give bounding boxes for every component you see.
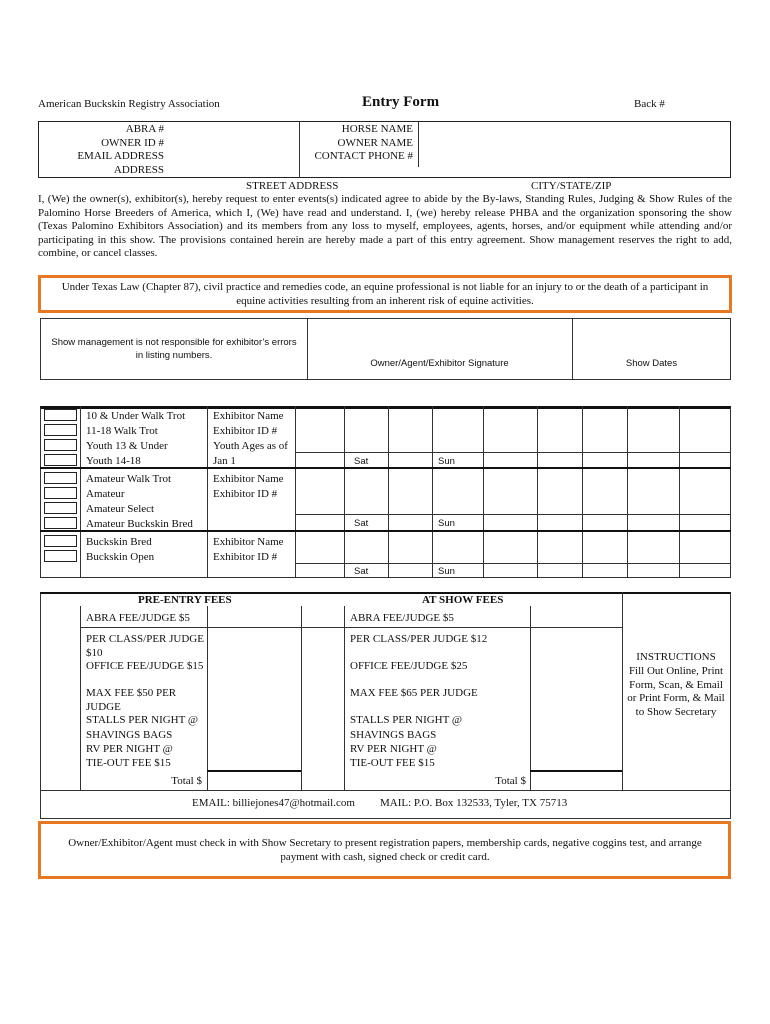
street-address-label: STREET ADDRESS <box>246 180 339 192</box>
class-checkbox[interactable] <box>44 472 77 484</box>
class-label: Buckskin Bred <box>86 536 152 548</box>
back-number-label: Back # <box>634 98 665 110</box>
sun-label: Sun <box>438 456 455 467</box>
sat-label: Sat <box>354 518 369 529</box>
show-fee-abra: ABRA FEE/JUDGE $5 <box>350 612 454 624</box>
email-address-label: EMAIL ADDRESS <box>77 150 164 162</box>
class-label: Youth 14-18 <box>86 455 141 467</box>
show-fee-max: MAX FEE $65 PER JUDGE <box>350 687 478 699</box>
pre-fee-stalls: STALLS PER NIGHT @ <box>86 714 199 726</box>
group1-classes <box>86 409 185 469</box>
show-fee-stalls: STALLS PER NIGHT @ <box>350 714 463 726</box>
group2-classes <box>86 472 193 532</box>
owner-id-label: OWNER ID # <box>101 136 164 149</box>
owner-name-label: OWNER NAME <box>337 136 413 149</box>
class-checkbox[interactable] <box>44 550 77 562</box>
instructions-title: INSTRUCTIONS <box>636 651 716 663</box>
pre-fee-max: MAX FEE $50 PER JUDGE <box>86 687 177 713</box>
show-fee-rv: RV PER NIGHT @ <box>350 743 437 755</box>
group3-classes <box>86 535 154 565</box>
pre-fee-tieout: TIE-OUT FEE $15 <box>86 757 171 769</box>
class-checkbox[interactable] <box>44 487 77 499</box>
texas-law-text: Under Texas Law (Chapter 87), civil practice and remedies code, an equine professional is not liable for an injury to or the death of a participant in equine activities resulting from an inherent risk of equine activities. <box>61 281 709 307</box>
exhibitor-name-label: Exhibitor Name <box>213 473 284 485</box>
class-label: Youth 13 & Under <box>86 440 168 452</box>
contact-email: EMAIL: billiejones47@hotmail.com <box>192 797 355 809</box>
class-label: Amateur <box>86 488 125 500</box>
address-label: ADDRESS <box>113 163 164 176</box>
signature-field[interactable] <box>309 320 570 356</box>
checkin-text: Owner/Exhibitor/Agent must check in with Show Secretary to present registration papers, membership cards, negative coggins test, and arrange payment with cash, signed check or credit card. <box>68 837 702 863</box>
pre-total-label: Total $ <box>171 775 202 787</box>
pre-fee-shavings: SHAVINGS BAGS <box>86 729 173 741</box>
class-label: 10 & Under Walk Trot <box>86 410 186 422</box>
class-checkbox[interactable] <box>44 424 77 436</box>
youth-ages-label: Youth Ages as of <box>213 440 288 452</box>
owner-labels-right <box>302 123 413 164</box>
class-checkbox[interactable] <box>44 439 77 451</box>
show-dates-field[interactable] <box>574 320 729 356</box>
abra-number-label: ABRA # <box>125 123 164 135</box>
show-fee-amounts-field[interactable] <box>532 608 620 788</box>
sun-label: Sun <box>438 518 455 529</box>
pre-fee-amounts-field[interactable] <box>209 608 299 788</box>
exhibitor-id-label: Exhibitor ID # <box>213 551 278 563</box>
pre-fee-abra: ABRA FEE/JUDGE $5 <box>86 612 190 624</box>
pre-fee-office: OFFICE FEE/JUDGE $15 <box>86 660 204 672</box>
group2-info <box>213 472 284 502</box>
sat-label: Sat <box>354 456 369 467</box>
group3-info <box>213 535 284 565</box>
contact-mail: MAIL: P.O. Box 132533, Tyler, TX 75713 <box>380 797 568 809</box>
show-fee-shavings: SHAVINGS BAGS <box>350 729 437 741</box>
pre-entry-fees-title: PRE-ENTRY FEES <box>138 594 232 606</box>
class-checkbox[interactable] <box>44 454 77 466</box>
sun-label: Sun <box>438 566 455 577</box>
show-fee-tieout: TIE-OUT FEE $15 <box>350 757 435 769</box>
class-checkbox[interactable] <box>44 535 77 547</box>
horse-name-label: HORSE NAME <box>341 123 413 135</box>
pre-fee-per-class: PER CLASS/PER JUDGE $10 <box>86 633 204 659</box>
owner-labels-left <box>40 123 164 177</box>
exhibitor-id-label: Exhibitor ID # <box>213 425 278 437</box>
class-checkbox[interactable] <box>44 502 77 514</box>
class-checkbox[interactable] <box>44 517 77 529</box>
class-label: Amateur Walk Trot <box>86 473 172 485</box>
group1-info <box>213 409 288 469</box>
class-label: 11-18 Walk Trot <box>86 425 158 437</box>
class-checkbox[interactable] <box>44 409 77 421</box>
exhibitor-name-label: Exhibitor Name <box>213 536 284 548</box>
sat-label: Sat <box>354 566 369 577</box>
show-fee-per-class: PER CLASS/PER JUDGE $12 <box>350 633 488 645</box>
class-label: Amateur Select <box>86 503 155 515</box>
signature-label: Owner/Agent/Exhibitor Signature <box>370 358 509 369</box>
form-title: Entry Form <box>362 94 440 110</box>
show-fee-office: OFFICE FEE/JUDGE $25 <box>350 660 468 672</box>
contact-phone-label: CONTACT PHONE # <box>314 150 413 162</box>
show-total-label: Total $ <box>495 775 526 787</box>
youth-ages-label: Jan 1 <box>213 455 236 467</box>
exhibitor-name-label: Exhibitor Name <box>213 410 284 422</box>
horse-info-field[interactable] <box>420 123 728 165</box>
class-label: Amateur Buckskin Bred <box>86 518 193 530</box>
class-label: Buckskin Open <box>86 551 155 563</box>
instructions-text: Fill Out Online, Print Form, Scan, & Email or Print Form, & Mail to Show Secretary <box>627 665 725 718</box>
owner-id-field[interactable] <box>166 123 296 163</box>
association-name: American Buckskin Registry Association <box>38 98 220 110</box>
at-show-fees-title: AT SHOW FEES <box>422 594 504 606</box>
errors-disclaimer: Show management is not responsible for exhibitor’s errors in listing numbers. <box>51 337 297 361</box>
agreement-text: I, (We) the owner(s), exhibitor(s), hereby request to enter events(s) indicated agree to abide by the By-laws, Standing Rules, Judging & Show Rules of the Palomino Horse Breeders of America, which I, (We) have read and understand. I, (we) hereby release PHBA and the organization sponsoring the show (Texas Palomino Exhibitors Association) and its members from any loss to myself, employees, agents, horses, and/or equipment while attending and/or participating in this show. The provisions contained herein are hereby made a part of this entry agreement. Show management reserves the right to add, combine, or cancel classes. <box>38 193 732 259</box>
city-state-zip-label: CITY/STATE/ZIP <box>531 180 612 192</box>
show-dates-label: Show Dates <box>625 358 678 369</box>
exhibitor-id-label: Exhibitor ID # <box>213 488 278 500</box>
pre-fee-rv: RV PER NIGHT @ <box>86 743 173 755</box>
